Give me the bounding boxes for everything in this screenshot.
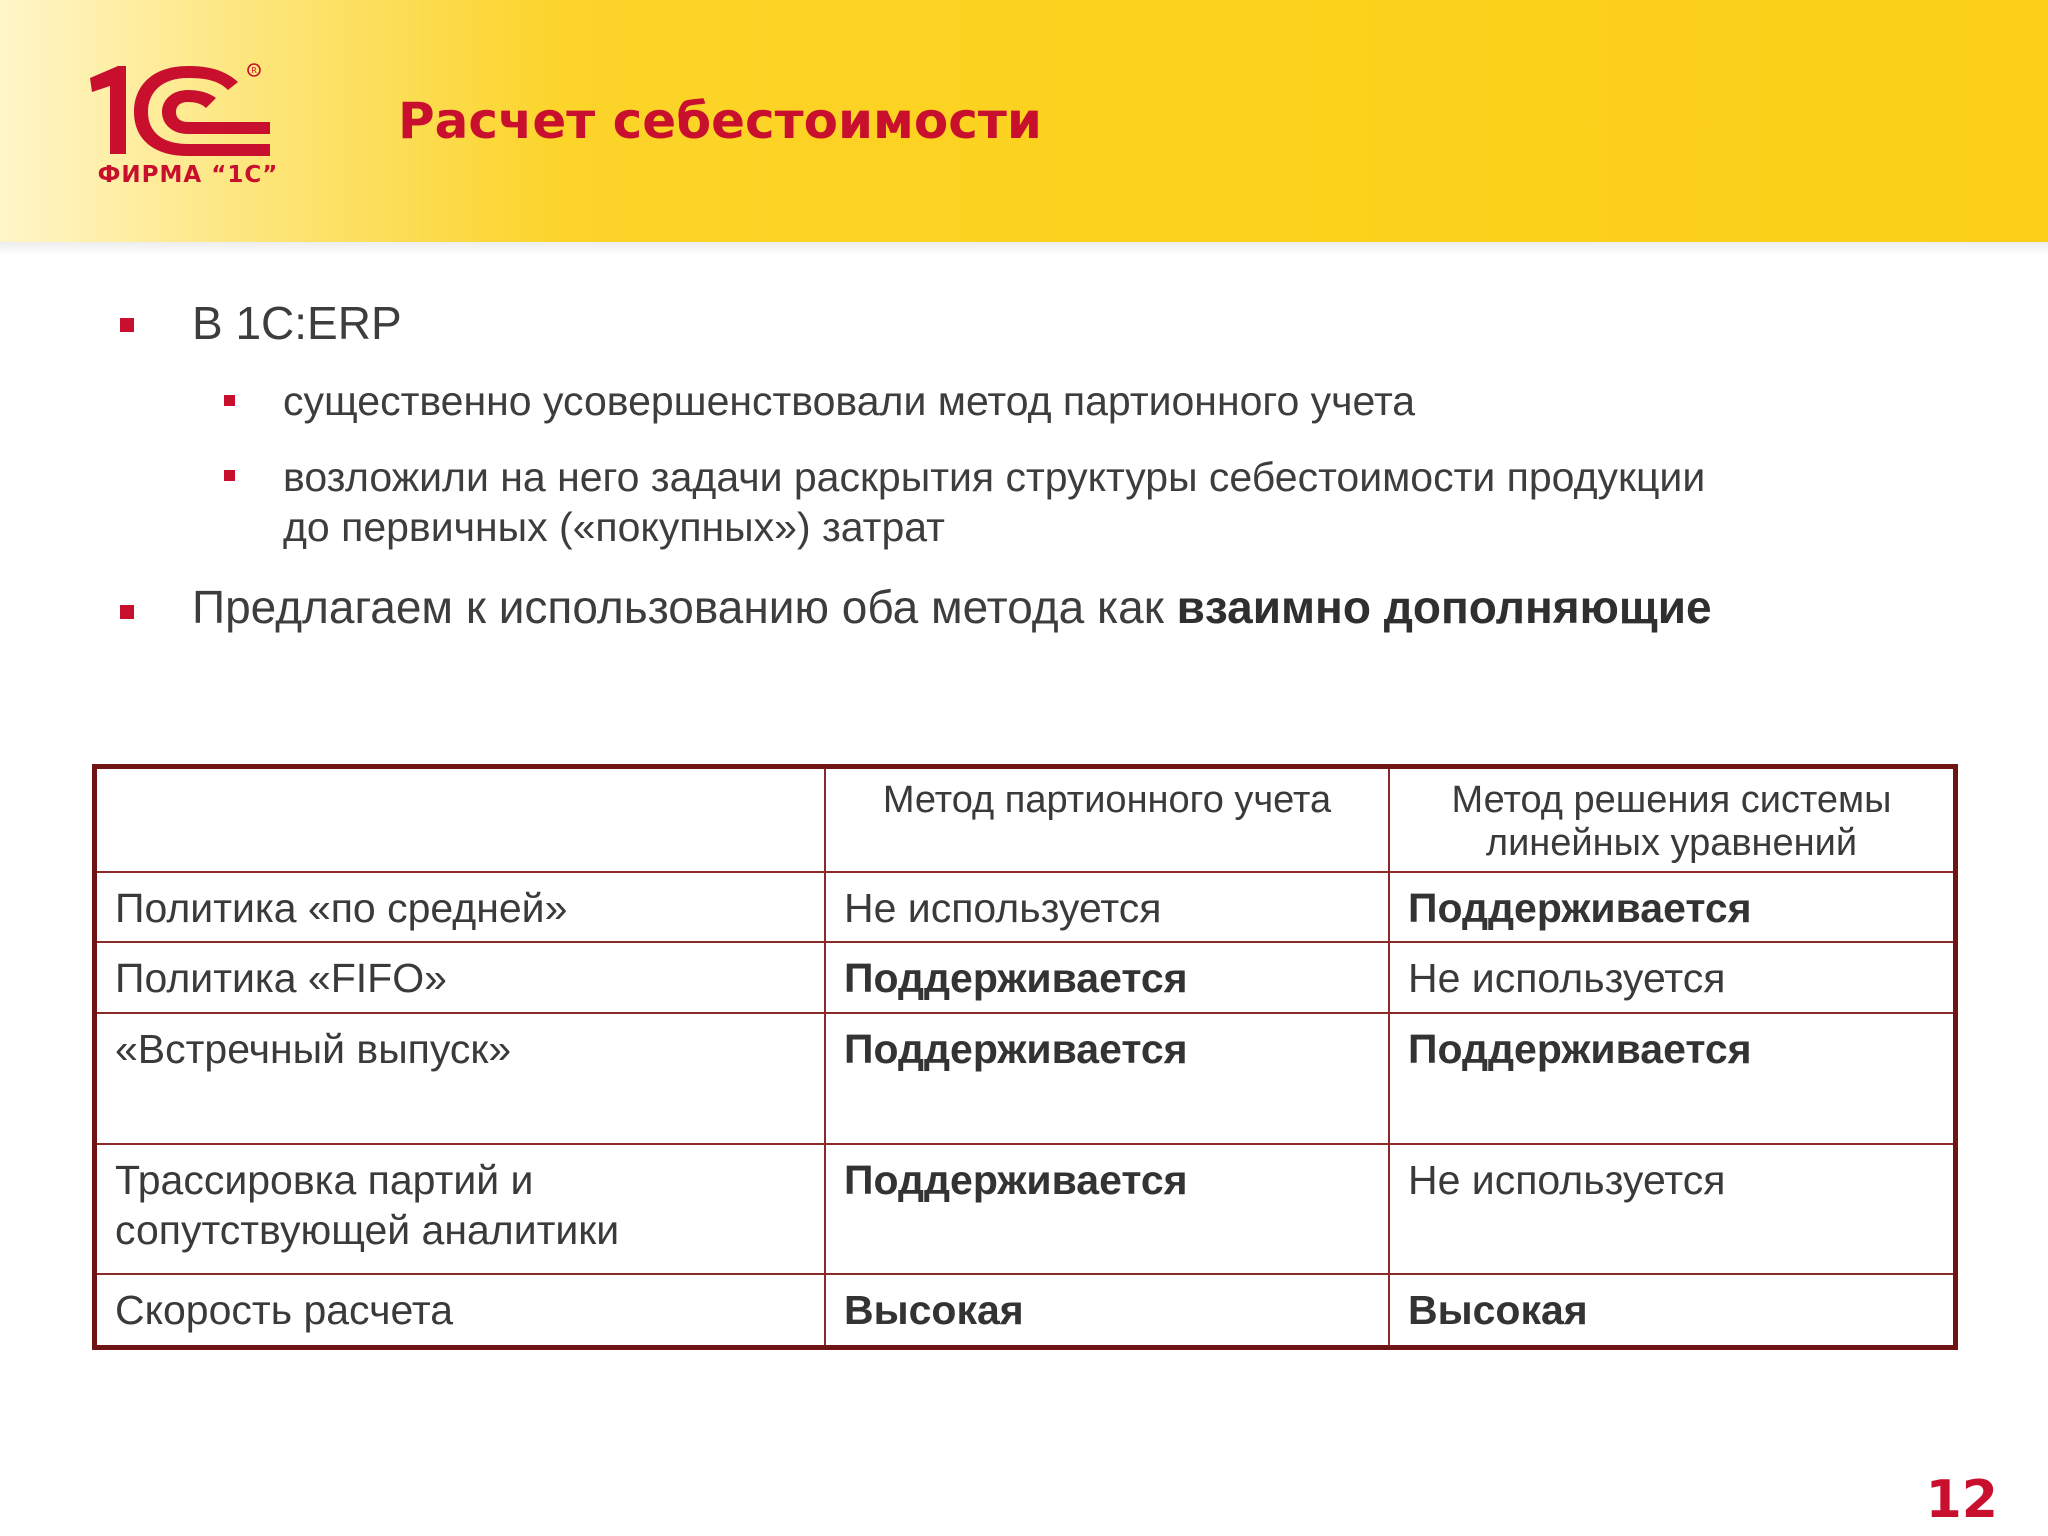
page-number: 12 [1925, 1470, 1998, 1530]
row-value: Поддерживается [1389, 872, 1953, 942]
table-row [97, 1274, 1953, 1345]
table-header-cell-empty [97, 769, 825, 872]
table-header-batch-method: Метод партионного учета [825, 769, 1389, 872]
sub-bullet-2-line-1: возложили на него задачи раскрытия структуры себестоимости продукции [283, 454, 1706, 500]
row-value: Не используется [1389, 942, 1953, 1012]
row-label: Политика «по средней» [97, 872, 825, 942]
logo-caption: ФИРМА “1С” [97, 162, 279, 188]
sub-bullet-marker-icon [224, 395, 235, 406]
row-value: Высокая [825, 1274, 1389, 1345]
bullet-item-1: В 1С:ERP [192, 297, 402, 349]
sub-bullet-1: существенно усовершенствовали метод партионного учета [283, 378, 1416, 424]
svg-text:R: R [251, 66, 257, 75]
table-header-row [97, 769, 1953, 872]
bullet-item-2 [192, 580, 1712, 634]
row-value: Не используется [825, 872, 1389, 942]
table-row [97, 1013, 1953, 1144]
table-header-linear-equations-method: Метод решения системы линейных уравнений [1389, 769, 1953, 872]
row-value: Высокая [1389, 1274, 1953, 1345]
1c-logo [88, 62, 288, 202]
row-label: Скорость расчета [97, 1274, 825, 1345]
header-band [0, 0, 2048, 242]
row-label: Трассировка партий и сопутствующей аналитики [97, 1144, 825, 1275]
bullet-marker-icon [120, 318, 134, 332]
table-row [97, 942, 1953, 1012]
table-row [97, 1144, 1953, 1275]
row-label: Политика «FIFO» [97, 942, 825, 1012]
page-title: Расчет себестоимости [398, 92, 1042, 150]
row-value: Поддерживается [825, 1013, 1389, 1144]
row-value: Не используется [1389, 1144, 1953, 1275]
bullet-marker-icon [120, 605, 134, 619]
row-value: Поддерживается [1389, 1013, 1953, 1144]
row-label: «Встречный выпуск» [97, 1013, 825, 1144]
1c-logo-mark-icon [88, 62, 288, 162]
sub-bullet-marker-icon [224, 470, 235, 481]
table-row [97, 872, 1953, 942]
sub-bullet-2-line-2: до первичных («покупных») затрат [283, 504, 945, 550]
row-value: Поддерживается [825, 942, 1389, 1012]
row-value: Поддерживается [825, 1144, 1389, 1275]
bullet-item-2-emphasis: взаимно дополняющие [1176, 581, 1712, 633]
comparison-table [92, 764, 1958, 1350]
bullet-item-2-text: Предлагаем к использованию оба метода как [192, 581, 1177, 633]
